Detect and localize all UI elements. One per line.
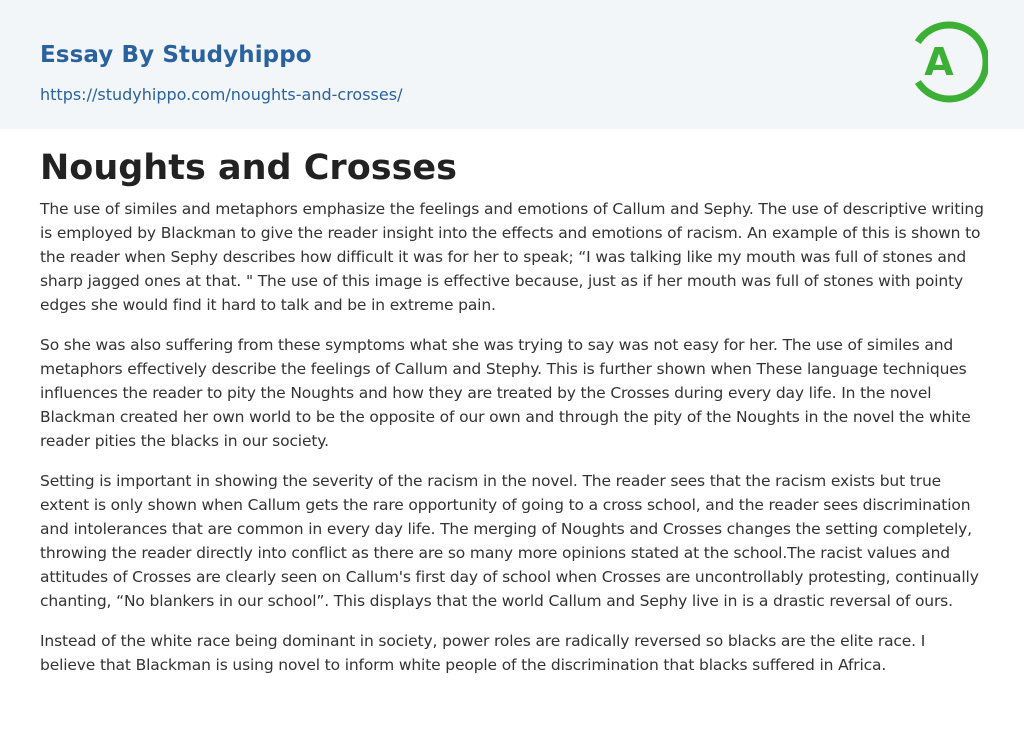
site-brand[interactable]: Essay By Studyhippo [40, 42, 312, 68]
essay-paragraph-2: So she was also suffering from these symptoms what she was trying to say was not easy for her. The use of similes and metaphors effectively describe the feelings of Callum and Stephy. This is further shown when These language techniques influences the reader to pity the Noughts and how they are treated by the Crosses during every day life. In the novel Blackman created her own world to be the opposite of our own and through the pity of the Noughts in the novel the white reader pities the blacks in our society. [40, 336, 971, 450]
site-header [0, 0, 1024, 129]
essay-paragraph-1: The use of similes and metaphors emphasize the feelings and emotions of Callum and Sephy. The use of descriptive writing is employed by Blackman to give the reader insight into the effects and emotions of racism. An example of this is shown to the reader when Sephy describes how difficult it was for her to speak; “I was talking like my mouth was full of stones and sharp jagged ones at that. " The use of this image is effective because, just as if her mouth was full of stones with pointy edges she would find it hard to talk and be in extreme pain. [40, 200, 984, 314]
logo-letter: A [924, 40, 954, 84]
essay-content [40, 143, 984, 693]
essay-url-link[interactable]: https://studyhippo.com/noughts-and-crosses/ [40, 85, 403, 104]
essay-title: Noughts and Crosses [40, 148, 457, 188]
essay-paragraph-3: Setting is important in showing the severity of the racism in the novel. The reader sees that the racism exists but true extent is only shown when Callum gets the rare opportunity of going to a cross school, and the reader sees discrimination and intolerances that are common in every day life. The merging of Noughts and Crosses changes the setting completely, throwing the reader directly into conflict as there are so many more opinions stated at the school.The racist values and attitudes of Crosses are clearly seen on Callum's first day of school when Crosses are uncontrollably protesting, continually chanting, “No blankers in our school”. This displays that the world Callum and Sephy live in is a drastic reversal of ours. [40, 472, 979, 610]
essay-paragraph-4: Instead of the white race being dominant in society, power roles are radically reversed so blacks are the elite race. I believe that Blackman is using novel to inform white people of the discrimination that blacks suffered in Africa. [40, 632, 926, 674]
studyhippo-logo-icon[interactable] [910, 18, 988, 106]
